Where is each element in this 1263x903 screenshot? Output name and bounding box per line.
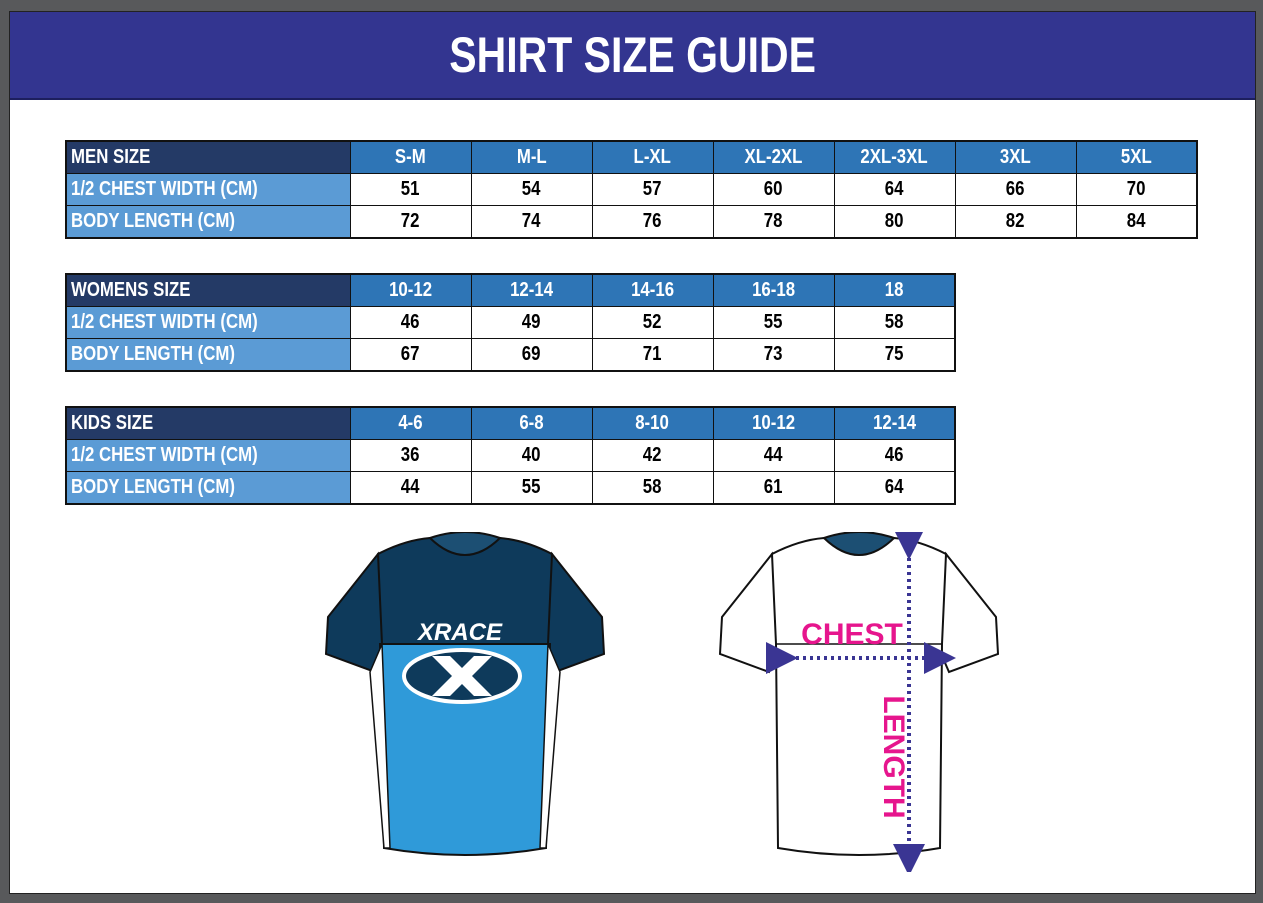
row-label: 1/2 CHEST WIDTH (CM)	[66, 174, 350, 206]
size-header-cell: 16-18	[713, 274, 834, 307]
brand-x-emblem	[404, 650, 520, 702]
value-cell: 73	[713, 339, 834, 372]
table-row	[66, 174, 1197, 206]
table-row	[66, 339, 955, 372]
value-cell: 61	[713, 472, 834, 505]
value-cell: 72	[350, 206, 471, 239]
row-label: 1/2 CHEST WIDTH (CM)	[66, 440, 350, 472]
value-cell: 49	[471, 307, 592, 339]
value-cell: 58	[834, 307, 955, 339]
value-cell: 42	[592, 440, 713, 472]
value-cell: 70	[1076, 174, 1197, 206]
value-cell: 36	[350, 440, 471, 472]
table-header-row	[66, 407, 955, 440]
page-title: SHIRT SIZE GUIDE	[449, 27, 816, 83]
value-cell: 44	[350, 472, 471, 505]
size-header-cell: M-L	[471, 141, 592, 174]
value-cell: 69	[471, 339, 592, 372]
value-cell: 46	[350, 307, 471, 339]
value-cell: 55	[471, 472, 592, 505]
value-cell: 58	[592, 472, 713, 505]
table-row	[66, 472, 955, 505]
size-header-cell: 2XL-3XL	[834, 141, 955, 174]
header-label: MEN SIZE	[66, 141, 350, 174]
brand-logo-text: XRACE	[417, 619, 503, 646]
table-row	[66, 206, 1197, 239]
size-header-cell: 10-12	[713, 407, 834, 440]
size-header-cell: 5XL	[1076, 141, 1197, 174]
table-row	[66, 307, 955, 339]
size-header-cell: 14-16	[592, 274, 713, 307]
title-banner	[10, 12, 1255, 100]
header-label: WOMENS SIZE	[66, 274, 350, 307]
value-cell: 55	[713, 307, 834, 339]
shirt-outline-body	[772, 538, 946, 855]
shirt-measurement-diagram	[714, 532, 1014, 872]
size-header-cell: 3XL	[955, 141, 1076, 174]
shirt-front-diagram	[320, 532, 610, 862]
size-header-cell: 6-8	[471, 407, 592, 440]
value-cell: 75	[834, 339, 955, 372]
kids-size-table	[65, 406, 956, 505]
size-header-cell: 8-10	[592, 407, 713, 440]
size-header-cell: 10-12	[350, 274, 471, 307]
value-cell: 78	[713, 206, 834, 239]
chest-label: CHEST	[801, 618, 903, 651]
value-cell: 66	[955, 174, 1076, 206]
row-label: BODY LENGTH (CM)	[66, 472, 350, 505]
value-cell: 74	[471, 206, 592, 239]
value-cell: 40	[471, 440, 592, 472]
table-header-row	[66, 274, 955, 307]
header-label: KIDS SIZE	[66, 407, 350, 440]
value-cell: 82	[955, 206, 1076, 239]
value-cell: 80	[834, 206, 955, 239]
size-header-cell: 12-14	[834, 407, 955, 440]
value-cell: 71	[592, 339, 713, 372]
value-cell: 44	[713, 440, 834, 472]
size-header-cell: 18	[834, 274, 955, 307]
table-header-row	[66, 141, 1197, 174]
size-header-cell: XL-2XL	[713, 141, 834, 174]
table-row	[66, 440, 955, 472]
value-cell: 52	[592, 307, 713, 339]
row-label: 1/2 CHEST WIDTH (CM)	[66, 307, 350, 339]
value-cell: 64	[834, 174, 955, 206]
value-cell: 64	[834, 472, 955, 505]
size-header-cell: L-XL	[592, 141, 713, 174]
row-label: BODY LENGTH (CM)	[66, 206, 350, 239]
length-label: LENGTH	[877, 695, 910, 819]
value-cell: 51	[350, 174, 471, 206]
value-cell: 84	[1076, 206, 1197, 239]
row-label: BODY LENGTH (CM)	[66, 339, 350, 372]
value-cell: 46	[834, 440, 955, 472]
value-cell: 60	[713, 174, 834, 206]
men-size-table	[65, 140, 1198, 239]
value-cell: 54	[471, 174, 592, 206]
womens-size-table	[65, 273, 956, 372]
value-cell: 76	[592, 206, 713, 239]
size-header-cell: 4-6	[350, 407, 471, 440]
size-header-cell: S-M	[350, 141, 471, 174]
size-header-cell: 12-14	[471, 274, 592, 307]
value-cell: 67	[350, 339, 471, 372]
value-cell: 57	[592, 174, 713, 206]
